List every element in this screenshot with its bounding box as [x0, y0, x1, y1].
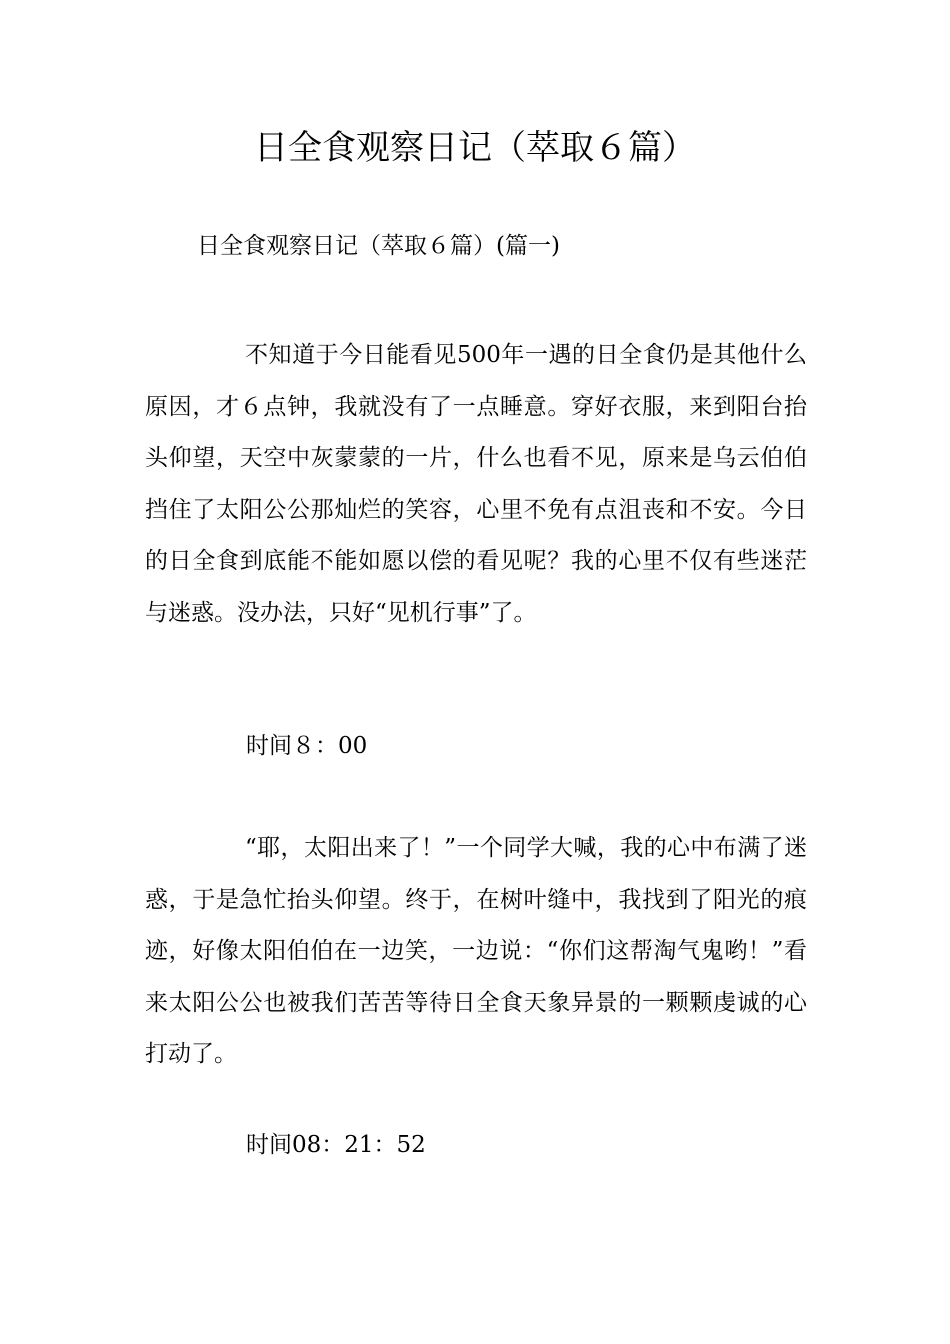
- time-stamp-2: 时间08：21：52: [246, 1132, 426, 1158]
- paragraph-2: “耶，太阳出来了！”一个同学大喊，我的心中布满了迷惑，于是急忙抬头仰望。终于，在树叶缝中，我找到了阳光的痕迹，好像太阳伯伯在一边笑，一边说：“你们这帮淘气鬼哟！”看来太阳公公也被我们苦苦等待日全食天象异景的一颗颗虔诚的心打动了。: [145, 835, 807, 1067]
- time-stamp-1: 时间８：00: [246, 733, 368, 759]
- paragraph-1: 不知道于今日能看见500年一遇的日全食仍是其他什么原因，才６点钟，我就没有了一点睡意。穿好衣服，来到阳台抬头仰望，天空中灰蒙蒙的一片，什么也看不见，原来是乌云伯伯挡住了太阳公公那灿烂的笑容，心里不免有点沮丧和不安。今日的日全食到底能不能如愿以偿的看见呢？我的心里不仅有些迷茫与迷惑。没办法，只好“见机行事”了。: [145, 342, 807, 626]
- article-subtitle: 日全食观察日记（萃取６篇）(篇一): [197, 233, 560, 259]
- document-title: 日全食观察日记（萃取６篇）: [254, 128, 696, 168]
